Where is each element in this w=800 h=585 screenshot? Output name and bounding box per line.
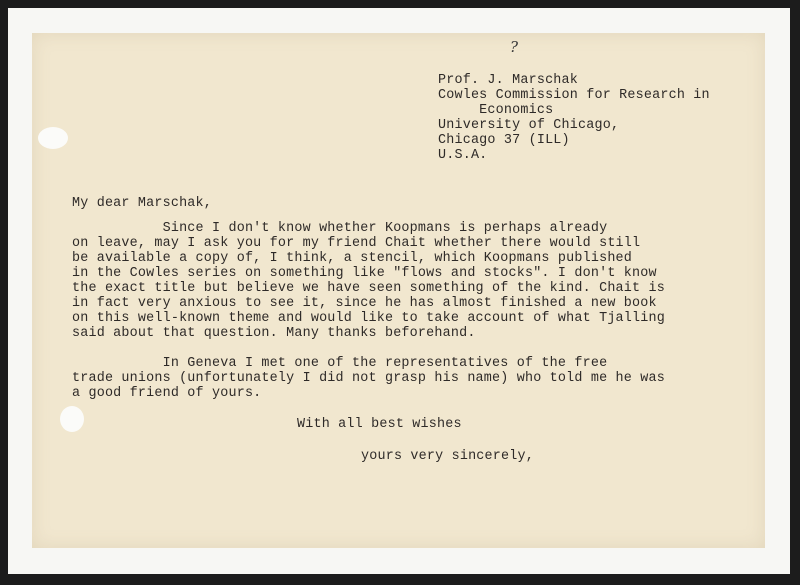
recipient-address-line: Cowles Commission for Research in [438,88,710,103]
body-line: In Geneva I met one of the representatives of the free [72,356,608,371]
punch-hole-top [38,127,68,149]
salutation: My dear Marschak, [72,196,213,211]
punch-hole-bottom [60,406,84,432]
body-line: be available a copy of, I think, a stencil, which Koopmans published [72,251,633,266]
closing-wishes: With all best wishes [297,417,462,432]
body-line: a good friend of yours. [72,386,262,401]
body-line: in the Cowles series on something like "flows and stocks". I don't know [72,266,657,281]
recipient-address-line: Economics [438,103,554,118]
body-line: in fact very anxious to see it, since he has almost finished a new book [72,296,657,311]
handwritten-question-mark: ? [510,38,519,56]
body-line: trade unions (unfortunately I did not grasp his name) who told me he was [72,371,665,386]
recipient-address-line: Prof. J. Marschak [438,73,579,88]
body-line: on leave, may I ask you for my friend Chait whether there would still [72,236,641,251]
body-line: on this well-known theme and would like to take account of what Tjalling [72,311,665,326]
recipient-address-line: U.S.A. [438,148,488,163]
recipient-address-line: Chicago 37 (ILL) [438,133,570,148]
recipient-address-line: University of Chicago, [438,118,620,133]
body-line: the exact title but believe we have seen something of the kind. Chait is [72,281,665,296]
body-line: Since I don't know whether Koopmans is perhaps already [72,221,608,236]
body-line: said about that question. Many thanks beforehand. [72,326,476,341]
closing-signoff: yours very sincerely, [361,449,534,464]
